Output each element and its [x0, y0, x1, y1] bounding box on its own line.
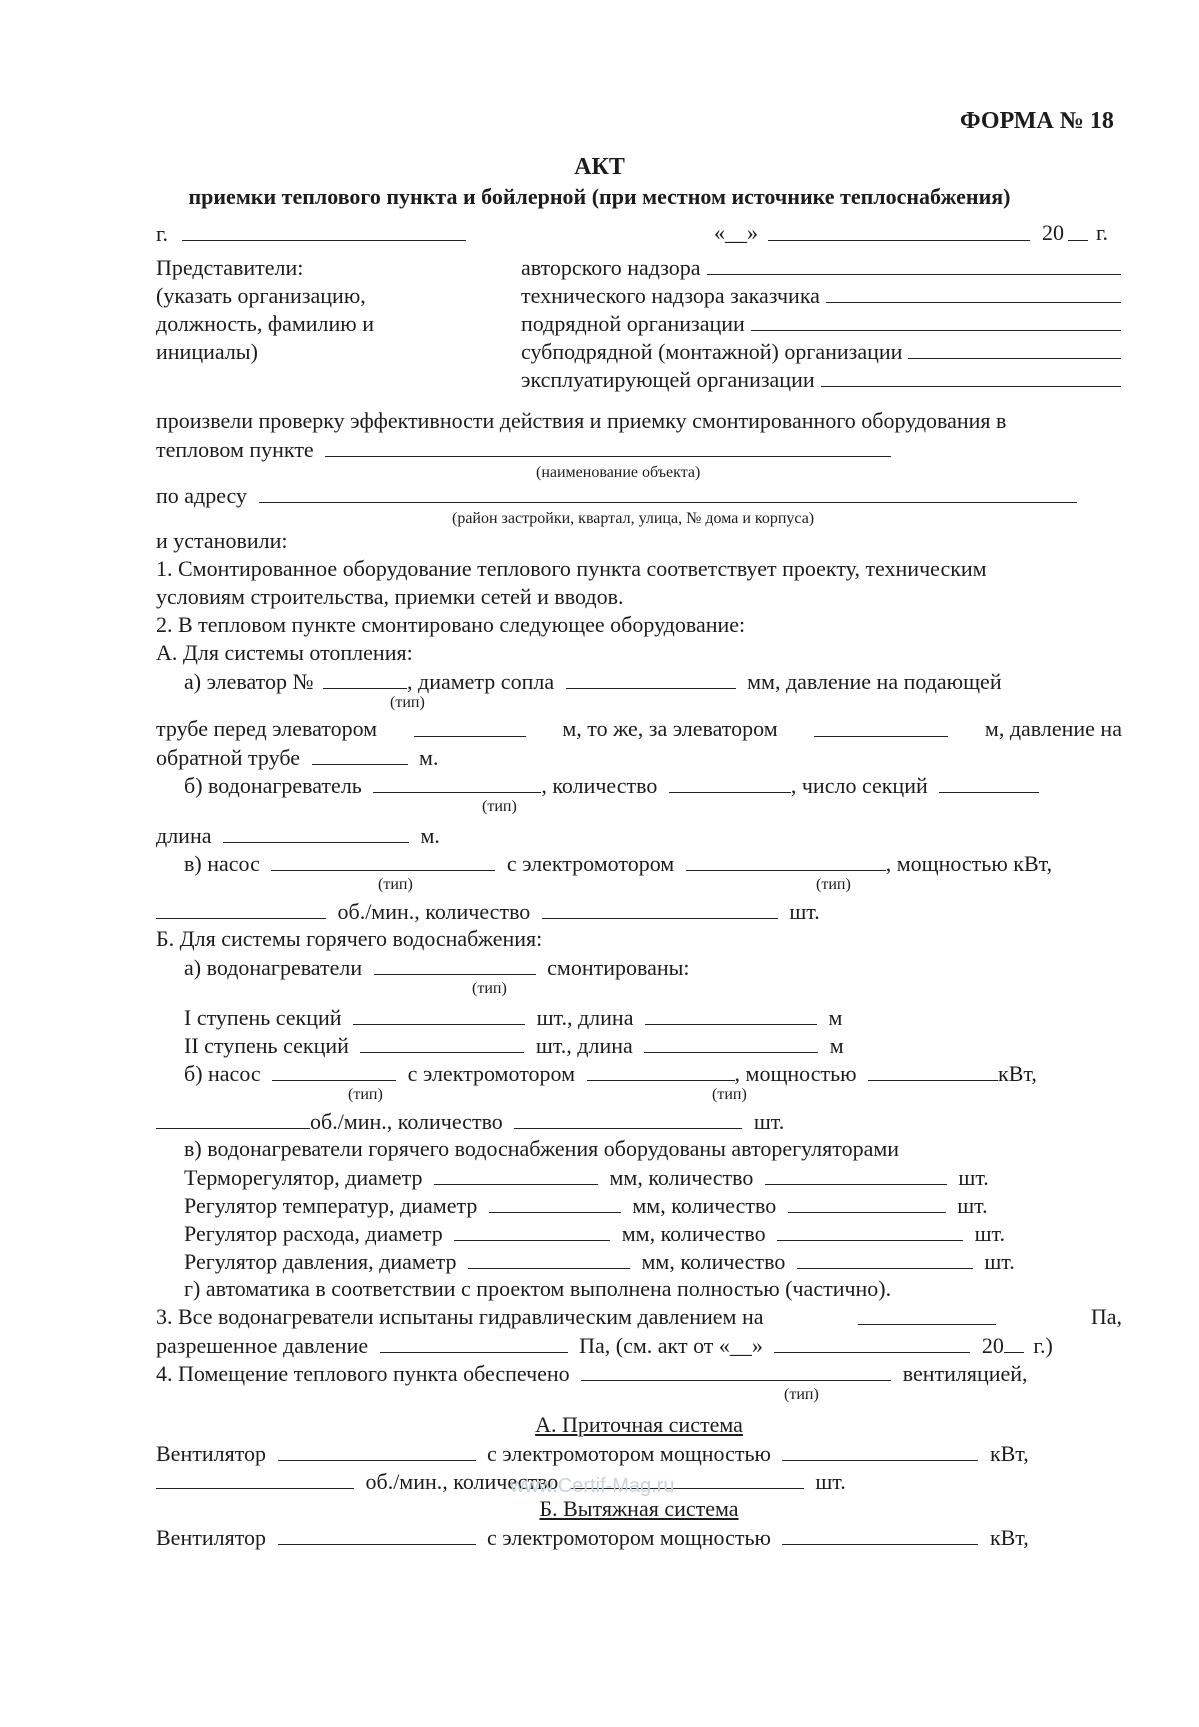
item-3-line-2: разрешенное давление Па, (см. акт от «__» 20 г.) [156, 1333, 1053, 1358]
city-prefix: г. [156, 221, 169, 246]
year-field[interactable] [1068, 220, 1088, 241]
water-heater-type-field[interactable] [373, 772, 541, 793]
hw-pump-rpm-field[interactable] [156, 1108, 310, 1129]
rep-contractor: подрядной организации [521, 310, 1121, 338]
check-line-2: тепловом пункте (наименование объекта) [156, 436, 1122, 464]
item-2: 2. В тепловом пункте смонтировано следующее оборудование: [156, 612, 746, 637]
rep-operator-field[interactable] [821, 366, 1121, 387]
heater-type-caption: (тип) [482, 798, 517, 815]
ventilation-type-field[interactable] [581, 1360, 891, 1381]
address-row: по адресу (район застройки, квартал, улица, № дома и корпуса) [156, 482, 1122, 510]
rep-subcontractor: субподрядной (монтажной) организации [521, 338, 1121, 366]
object-name-field[interactable] [325, 436, 891, 457]
pump-rpm-field[interactable] [156, 898, 326, 919]
pump-rpm-row: об./мин., количество шт. [156, 898, 1122, 926]
nozzle-diameter-field[interactable] [566, 668, 736, 689]
form-number: ФОРМА № 18 [960, 108, 1114, 134]
pressure-regulator-diameter-field[interactable] [468, 1248, 630, 1269]
pressure-regulator-row: Регулятор давления, диаметр мм, количество шт. [184, 1249, 1015, 1274]
test-pressure-field[interactable] [858, 1304, 996, 1325]
rep-subcontractor-field[interactable] [908, 338, 1121, 359]
established-label: и установили: [156, 528, 288, 553]
stage-2-sections-field[interactable] [360, 1032, 524, 1053]
rep-author-supervision: авторского надзора [521, 254, 1121, 282]
return-pipe-row: обратной трубе м. [156, 745, 439, 770]
hw-power-field[interactable] [868, 1060, 998, 1081]
supply-motor-power-field[interactable] [782, 1440, 978, 1461]
thermoregulator-diameter-field[interactable] [434, 1164, 598, 1185]
act-date-field[interactable] [774, 1332, 970, 1353]
stage-1-length-field[interactable] [645, 1004, 817, 1025]
hw-heater-type-field[interactable] [374, 954, 536, 975]
length-field[interactable] [223, 822, 409, 843]
item-1-line-2: условиям строительства, приемки сетей и вводов. [156, 584, 624, 609]
pressure-after-field[interactable] [814, 716, 948, 737]
pump-qty-field[interactable] [542, 898, 778, 919]
representatives-label: Представители: (указать организацию, должность, фамилию и инициалы) [156, 255, 374, 364]
representatives-block [156, 254, 1122, 394]
automation-line: г) автоматика в соответствии с проектом выполнена полностью (частично). [184, 1276, 892, 1301]
exhaust-fan-field[interactable] [278, 1524, 476, 1545]
hw-heater-type-caption: (тип) [472, 980, 507, 997]
temp-regulator-diameter-field[interactable] [489, 1192, 621, 1213]
item-4-row: 4. Помещение теплового пункта обеспечено вентиляцией, (тип) [156, 1361, 1028, 1403]
ventilation-type-caption: (тип) [784, 1386, 819, 1403]
hw-pump-rpm-row: об./мин., количество шт. [156, 1108, 1122, 1136]
water-heater-row: б) водонагреватель , количество , число секций (тип) [156, 772, 1122, 800]
temp-regulator-qty-field[interactable] [788, 1192, 946, 1213]
elevator-type-caption: (тип) [390, 694, 425, 711]
pump-type-field[interactable] [271, 850, 495, 871]
pump-type-caption: (тип) [378, 876, 413, 893]
hw-heaters-row: а) водонагреватели смонтированы: (тип) [184, 955, 690, 997]
check-line-1: произвели проверку эффективности действия и приемку смонтированного оборудования в [156, 408, 1007, 433]
act-year-field[interactable] [1004, 1332, 1024, 1353]
year-suffix: г. [1096, 220, 1109, 245]
flow-regulator-row: Регулятор расхода, диаметр мм, количество шт. [184, 1221, 1005, 1246]
supply-rpm-field[interactable] [156, 1468, 354, 1489]
day-field[interactable]: «__» [714, 220, 758, 245]
document-title: АКТ [574, 154, 625, 180]
heating-heading: А. Для системы отопления: [156, 640, 413, 665]
place-date-row [156, 220, 1122, 254]
sections-field[interactable] [939, 772, 1039, 793]
water-heater-qty-field[interactable] [669, 772, 791, 793]
rep-operator: эксплуатирующей организации [521, 366, 1121, 394]
motor-type-field[interactable] [686, 850, 886, 871]
stage-2-row: II ступень секций шт., длина м [184, 1033, 844, 1058]
elevator-row: а) элеватор № , диаметр сопла мм, давление на подающей (тип) [184, 669, 1002, 711]
hw-motor-type-field[interactable] [587, 1060, 735, 1081]
exhaust-system-heading: Б. Вытяжная система [539, 1496, 739, 1521]
year-prefix: 20 [1042, 220, 1064, 245]
rep-customer-field[interactable] [826, 282, 1121, 303]
item-1-line-1: 1. Смонтированное оборудование теплового пункта соответствует проекту, техническим [156, 556, 987, 581]
stage-2-length-field[interactable] [644, 1032, 818, 1053]
city-field[interactable] [182, 220, 466, 241]
pump-row: в) насос с электромотором , мощностью кВт, (тип) (тип) [184, 851, 1053, 893]
exhaust-motor-power-field[interactable] [782, 1524, 978, 1545]
stage-1-row: I ступень секций шт., длина м [184, 1005, 843, 1030]
hw-pump-type-field[interactable] [272, 1060, 396, 1081]
pressure-before-field[interactable] [414, 716, 526, 737]
temp-regulator-row: Регулятор температур, диаметр мм, количество шт. [184, 1193, 988, 1218]
hw-pump-row: б) насос с электромотором , мощностью кВт, (тип) (тип) [184, 1061, 1037, 1103]
address-field[interactable] [259, 482, 1077, 503]
hot-water-heading: Б. Для системы горячего водоснабжения: [156, 926, 543, 951]
elevator-number-field[interactable] [323, 668, 407, 689]
supply-fan-row: Вентилятор с электромотором мощностью кВт, [156, 1441, 1029, 1466]
thermoregulator-row: Терморегулятор, диаметр мм, количество шт. [184, 1165, 989, 1190]
exhaust-fan-row: Вентилятор с электромотором мощностью кВт, [156, 1525, 1029, 1550]
auto-regulators-line: в) водонагреватели горячего водоснабжения оборудованы авторегуляторами [184, 1136, 900, 1161]
hw-motor-type-caption: (тип) [712, 1086, 747, 1103]
flow-regulator-diameter-field[interactable] [454, 1220, 610, 1241]
object-caption: (наименование объекта) [536, 464, 701, 481]
supply-fan-field[interactable] [278, 1440, 476, 1461]
rep-contractor-field[interactable] [751, 310, 1121, 331]
supply-system-heading: А. Приточная система [535, 1412, 743, 1437]
representatives-fields [521, 254, 1121, 394]
elevator-pressure-row: трубе перед элеватором м, то же, за элеватором м, давление на [156, 716, 1122, 741]
hw-pump-qty-field[interactable] [514, 1108, 742, 1129]
month-field[interactable] [768, 220, 1030, 241]
rep-author-field[interactable] [707, 254, 1121, 275]
item-3-line-1: 3. Все водонагреватели испытаны гидравлическим давлением на Па, [156, 1304, 1122, 1329]
allowed-pressure-field[interactable] [380, 1332, 568, 1353]
address-caption: (район застройки, квартал, улица, № дома и корпуса) [452, 510, 815, 527]
flow-regulator-qty-field[interactable] [777, 1220, 963, 1241]
motor-type-caption: (тип) [816, 876, 851, 893]
watermark: www.Certif-Mag.ru [510, 1475, 675, 1497]
rep-customer-supervision: технического надзора заказчика [521, 282, 1121, 310]
hw-pump-type-caption: (тип) [348, 1086, 383, 1103]
stage-1-sections-field[interactable] [353, 1004, 525, 1025]
length-row: длина м. [156, 823, 440, 848]
pressure-regulator-qty-field[interactable] [797, 1248, 973, 1269]
form-body [156, 220, 1122, 1552]
thermoregulator-qty-field[interactable] [765, 1164, 947, 1185]
supply-rpm-row: об./мин., количество шт. [156, 1468, 1122, 1496]
return-pressure-field[interactable] [312, 744, 408, 765]
document-subtitle: приемки теплового пункта и бойлерной (при местном источнике теплоснабжения) [188, 184, 1011, 209]
